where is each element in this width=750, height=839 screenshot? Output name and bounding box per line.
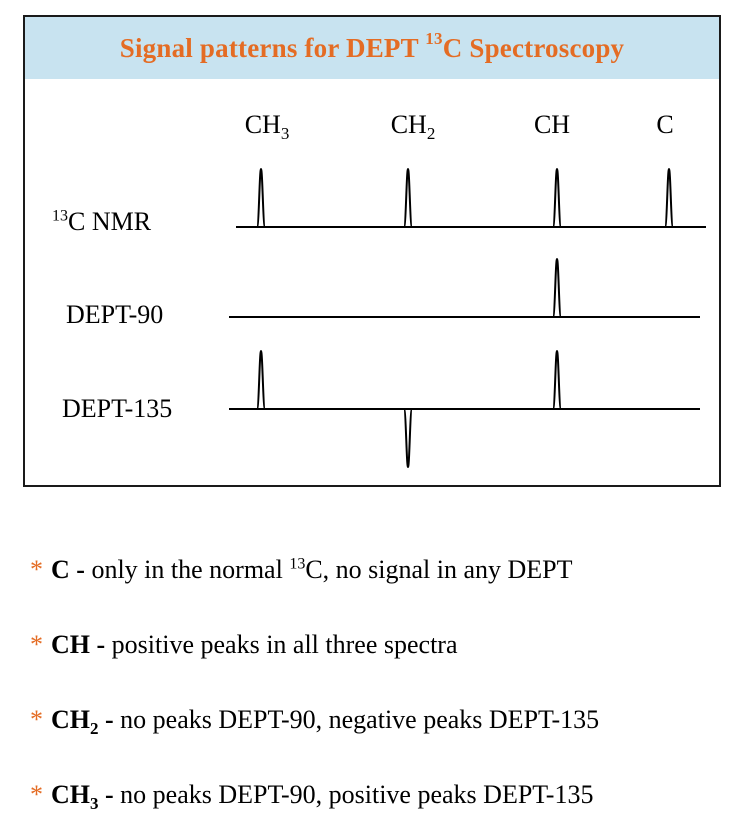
peak-row2-col0-positive bbox=[257, 351, 265, 409]
column-label-ch2: $CH_2$ bbox=[390, 110, 436, 144]
diagram-title: Signal patterns for DEPT $^{13}$C Spectroscopy bbox=[119, 29, 625, 63]
note-c: * C - only in the normal $^{13}$C, no signal in any DEPT bbox=[30, 555, 573, 584]
column-label-c: C bbox=[656, 110, 674, 139]
peak-row2-col1-negative bbox=[404, 409, 412, 467]
note-ch3: * $CH_3$ - no peaks DEPT-90, positive peaks DEPT-135 bbox=[30, 780, 594, 814]
row-label-dept-90: DEPT-90 bbox=[66, 300, 164, 329]
row-label-dept-135: DEPT-135 bbox=[62, 394, 173, 423]
peak-row0-col3-positive bbox=[665, 169, 673, 227]
column-label-ch: CH bbox=[533, 110, 571, 139]
column-label-ch3: $CH_3$ bbox=[244, 110, 290, 144]
peak-row1-col2-positive bbox=[553, 259, 561, 317]
row-label-13c-nmr: $^{13}$C NMR bbox=[52, 207, 152, 236]
peak-row2-col2-positive bbox=[553, 351, 561, 409]
note-ch: * CH - positive peaks in all three spectra bbox=[30, 630, 458, 659]
peak-row0-col1-positive bbox=[404, 169, 412, 227]
note-ch2: * $CH_2$ - no peaks DEPT-90, negative peaks DEPT-135 bbox=[30, 705, 600, 739]
peak-row0-col0-positive bbox=[257, 169, 265, 227]
peak-row0-col2-positive bbox=[553, 169, 561, 227]
